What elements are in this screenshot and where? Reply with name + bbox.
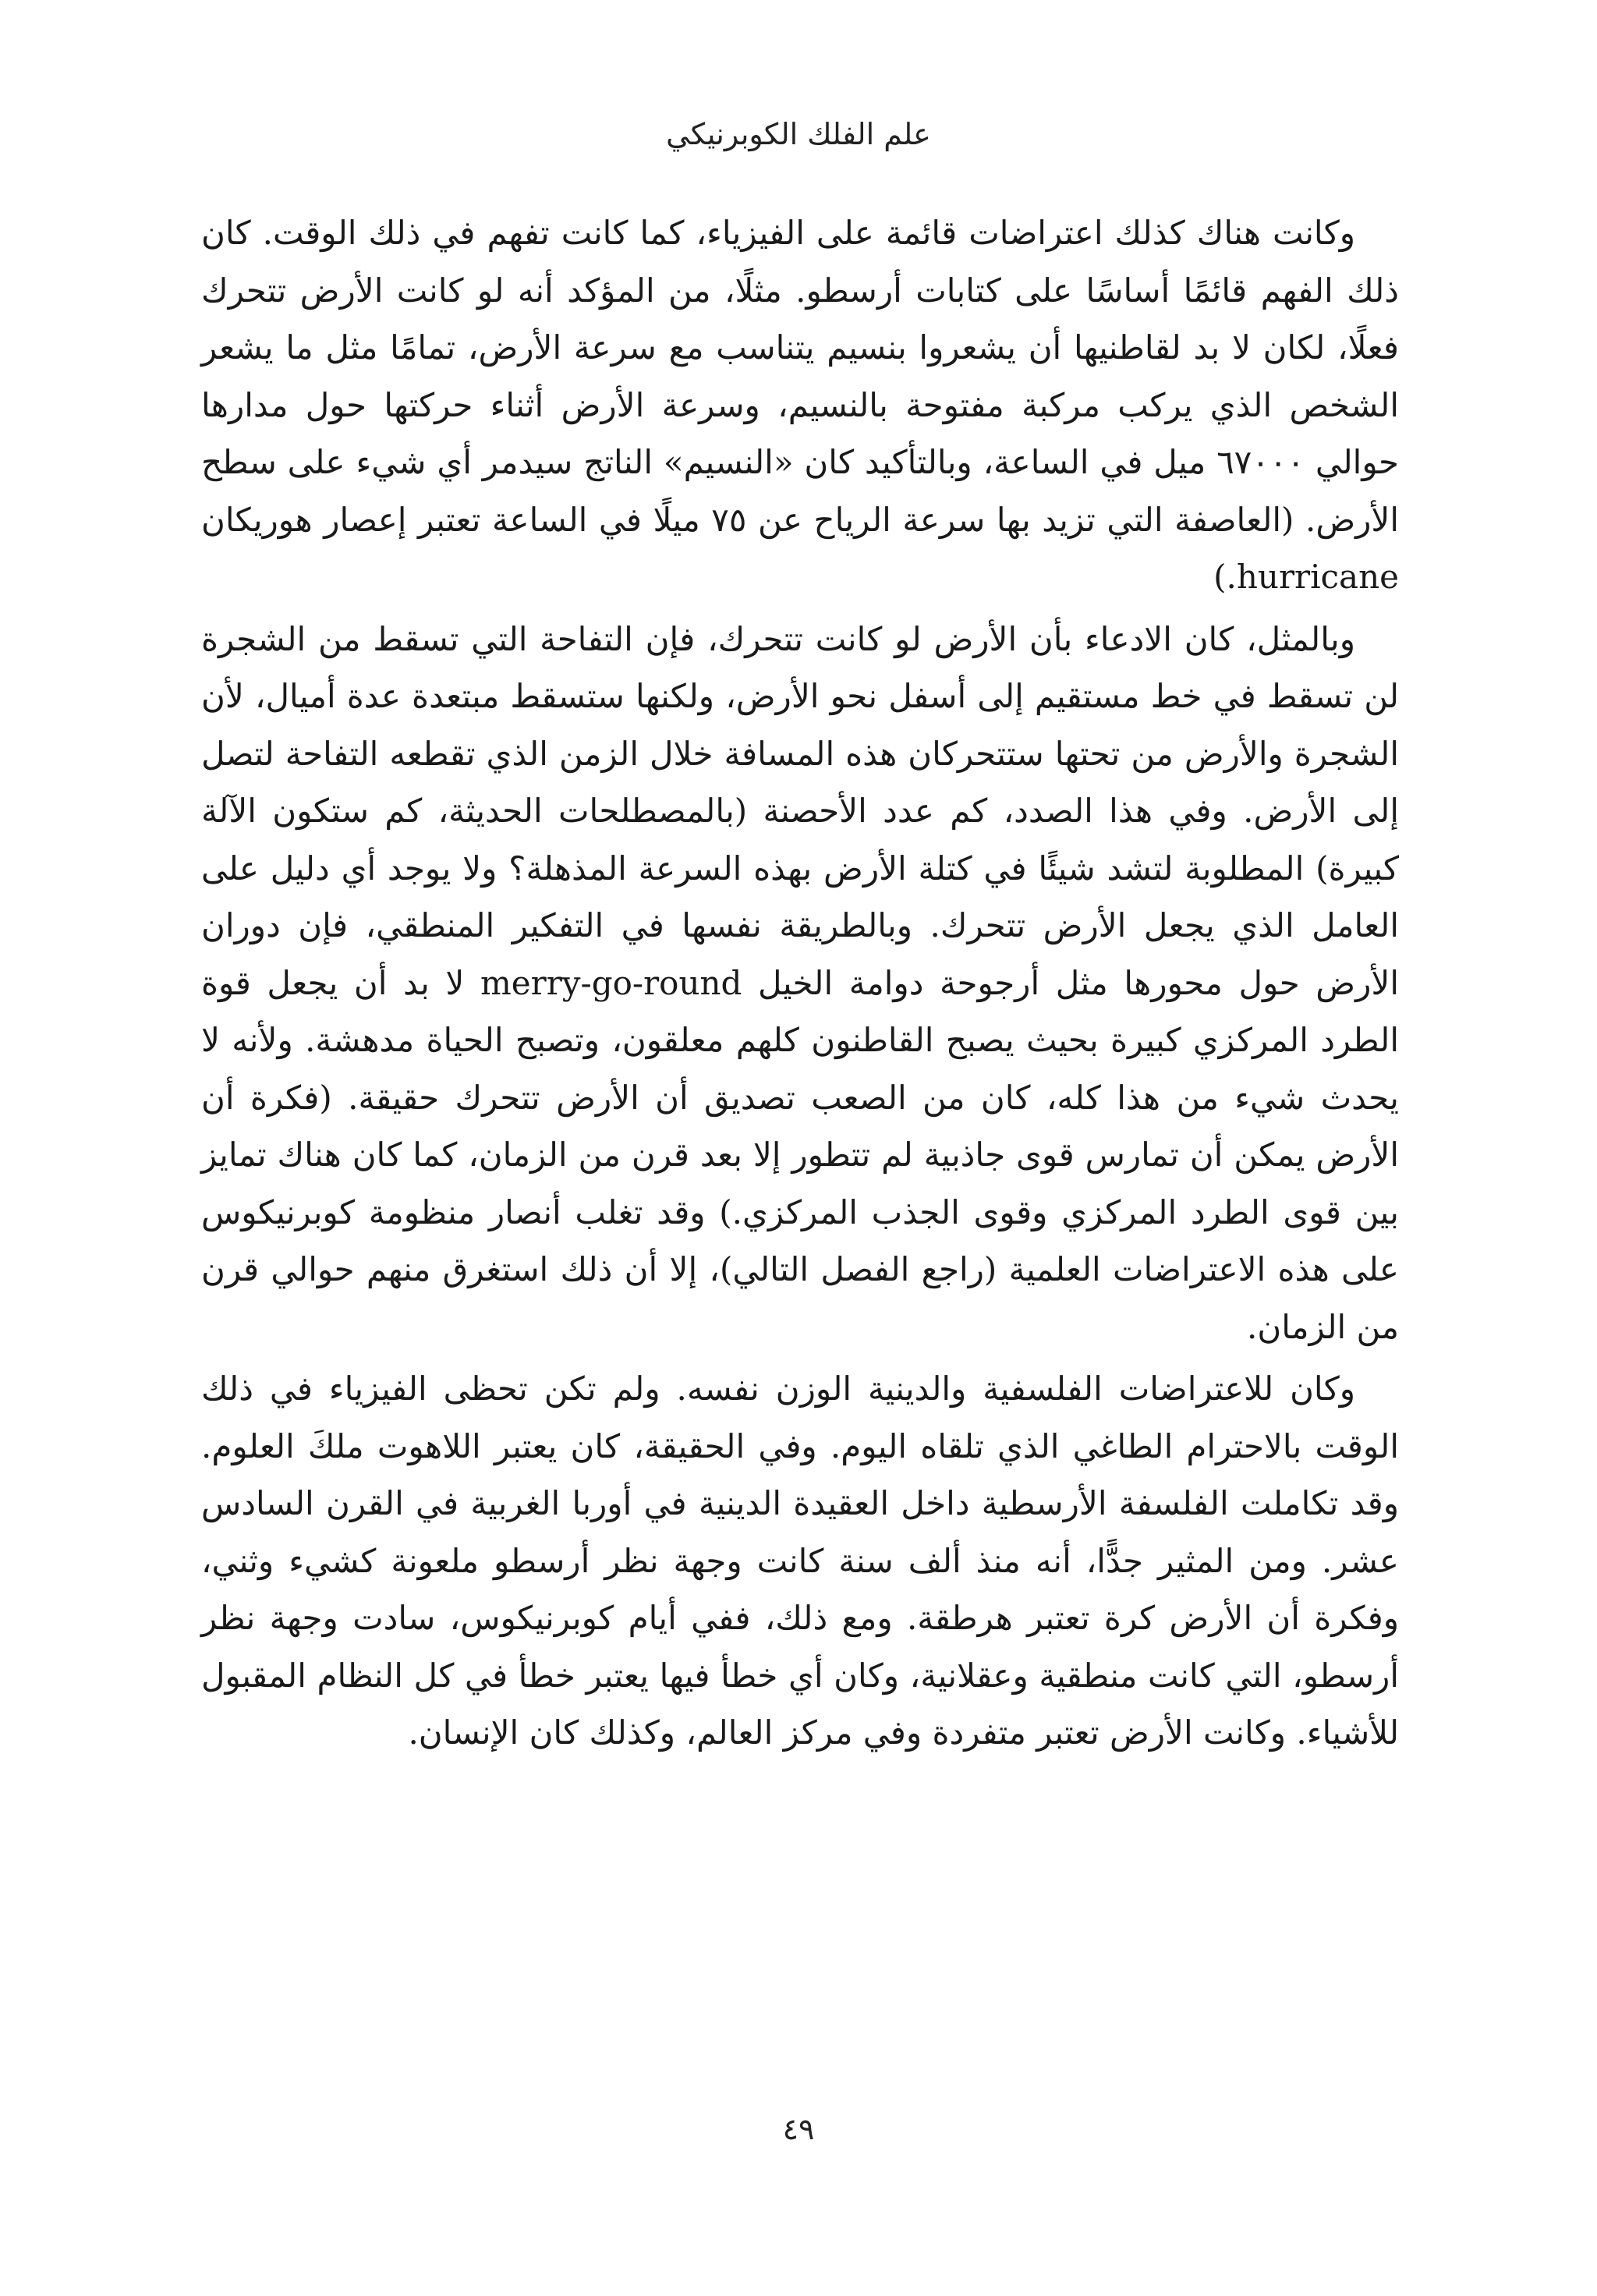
page-number: ٤٩ <box>782 2112 815 2146</box>
paragraph-1: وكانت هناك كذلك اعتراضات قائمة على الفيزياء، كما كانت تفهم في ذلك الوقت. كان ذلك الفهم قائمًا أساسًا على كتابات أرسطو. مثلًا، من المؤكد أنه لو كانت الأرض تتحرك فعلًا، لكان لا بد لقاطنيها أن يشعروا بنسيم يتناسب مع سرعة الأرض، تمامًا مثل ما يشعر الشخص الذي يركب مركبة مفتوحة بالنسيم، وسرعة الأرض أثناء حركتها حول مدارها حوالي ٦٧٠٠٠ ميل في الساعة، وبالتأكيد كان «النسيم» الناتج سيدمر أي شيء على سطح الأرض. (العاصفة التي تزيد بها سرعة الرياح عن ٧٥ ميلًا في الساعة تعتبر إعصار هوريكان hurricane.) <box>201 214 1400 596</box>
paragraph-3: وكان للاعتراضات الفلسفية والدينية الوزن نفسه. ولم تكن تحظى الفيزياء في ذلك الوقت بالاحترام الطاغي الذي تلقاه اليوم. وفي الحقيقة، كان يعتبر اللاهوت ملكَ العلوم. وقد تكاملت الفلسفة الأرسطية داخل العقيدة الدينية في أوربا الغربية في القرن السادس عشر. ومن المثير جدًّا، أنه منذ ألف سنة كانت وجهة نظر أرسطو ملعونة كشيء وثني، وفكرة أن الأرض كرة تعتبر هرطقة. ومع ذلك، ففي أيام كوبرنيكوس، سادت وجهة نظر أرسطو، التي كانت منطقية وعقلانية، وكان أي خطأ فيها يعتبر خطأ في كل النظام المقبول للأشياء. وكانت الأرض تعتبر متفردة وفي مركز العالم، وكذلك كان الإنسان. <box>201 1369 1399 1752</box>
body-text <box>201 204 1399 1766</box>
paragraph-2: وبالمثل، كان الادعاء بأن الأرض لو كانت تتحرك، فإن التفاحة التي تسقط من الشجرة لن تسقط في خط مستقيم إلى أسفل نحو الأرض، ولكنها ستسقط مبتعدة عدة أميال، لأن الشجرة والأرض من تحتها ستتحركان هذه المسافة خلال الزمن الذي تقطعه التفاحة لتصل إلى الأرض. وفي هذا الصدد، كم عدد الأحصنة (بالمصطلحات الحديثة، كم ستكون الآلة كبيرة) المطلوبة لتشد شيئًا في كتلة الأرض بهذه السرعة المذهلة؟ ولا يوجد أي دليل على العامل الذي يجعل الأرض تتحرك. وبالطريقة نفسها في التفكير المنطقي، فإن دوران الأرض حول محورها مثل أرجوحة دوامة الخيل merry-go-round لا بد أن يجعل قوة الطرد المركزي كبيرة بحيث يصبح القاطنون كلهم معلقون، وتصبح الحياة مدهشة. ولأنه لا يحدث شيء من هذا كله، كان من الصعب تصديق أن الأرض تتحرك حقيقة. (فكرة أن الأرض يمكن أن تمارس قوى جاذبية لم تتطور إلا بعد قرن من الزمان، كما كان هناك تمايز بين قوى الطرد المركزي وقوى الجذب المركزي.) وقد تغلب أنصار منظومة كوبرنيكوس على هذه الاعتراضات العلمية (راجع الفصل التالي)، إلا أن ذلك استغرق منهم حوالي قرن من الزمان. <box>201 619 1399 1346</box>
running-head: علم الفلك الكوبرنيكي <box>666 117 931 151</box>
